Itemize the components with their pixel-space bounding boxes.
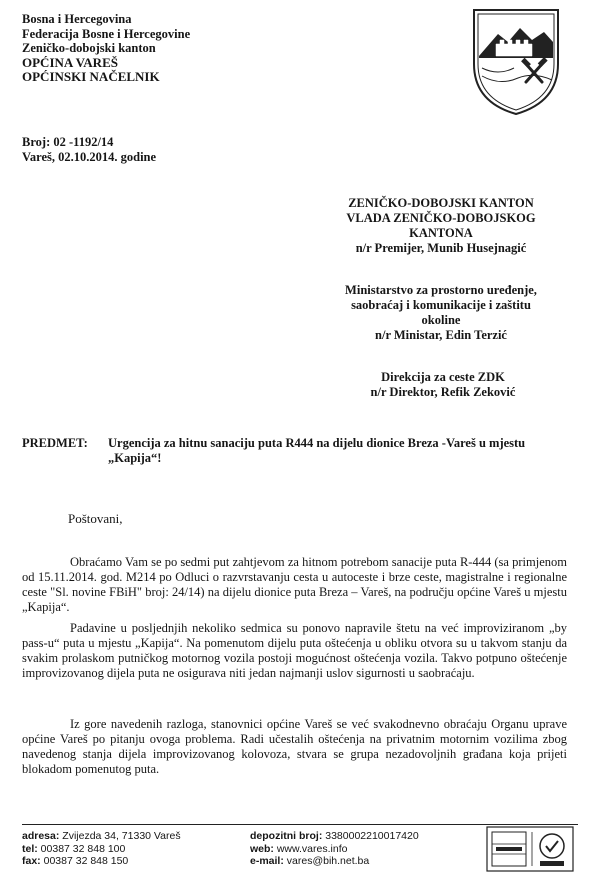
footer-contact: [22, 830, 181, 868]
footer-online: [250, 830, 419, 868]
recipient-line: saobraćaj i komunikacije i zaštitu: [351, 298, 531, 312]
salutation: Poštovani,: [68, 511, 123, 526]
tel-label: tel:: [22, 842, 38, 855]
subject-text: Urgencija za hitnu sanaciju puta R444 na dijelu dionice Breza -Vareš u mjestu „Kapija“!: [108, 436, 526, 465]
footer-divider: [22, 824, 578, 825]
header-office: OPĆINSKI NAČELNIK: [22, 69, 160, 85]
recipient-line: Ministarstvo za prostorno uređenje,: [345, 283, 537, 297]
reference-place-date: Vareš, 02.10.2014. godine: [22, 150, 157, 164]
fax-value: 00387 32 848 150: [43, 855, 129, 867]
body-paragraph-2: Padavine u posljednjih nekoliko sedmica su ponovo napravile štetu na već improviziranom „by pass-u“ puta u mjestu „Kapija“. Na pomenutom dijelu puta oštećenja u obliku otvora su u takvom stanju da svakim prolaskom putničkog motornog vozila postoji mogućnost oštećenja vozila. Takvo potpuno oštećenje improvizovanog dijela puta ne osigurava niti jedan najmanji uslov sigurnosti u saobraćaju.: [22, 621, 567, 680]
fax-label: fax:: [22, 855, 41, 867]
recipient-line: n/r Ministar, Edin Terzić: [375, 328, 507, 342]
address-label: adresa:: [22, 830, 60, 842]
header-municipality: OPĆINA VAREŠ: [22, 54, 118, 70]
subject-label: PREDMET:: [22, 436, 88, 450]
body-paragraph-1: Obraćamo Vam se po sedmi put zahtjevom za hitnom potrebom sanacije puta R-444 (sa primjenom od 15.11.2014. god. M214 po Odluci o razvrstavanju cesta u autoceste i brze ceste, magistralne i regionalne ceste "Sl. novine FBiH" broj: 24/14) na dijelu dionice puta Breza – Vareš, na području općine Vareš u mjestu „Kapija“.: [22, 555, 567, 614]
reference-block: [22, 135, 156, 165]
web-link[interactable]: www.vares.info: [276, 842, 348, 855]
recipient-line: n/r Premijer, Munib Husejnagić: [355, 241, 527, 255]
header-federation: Federacija Bosne i Hercegovine: [22, 26, 191, 41]
recipient-line: n/r Direktor, Refik Zeković: [370, 385, 516, 399]
body-paragraph-3: Iz gore navedenih razloga, stanovnici općine Vareš se već svakodnevno obraćaju Organu uprave općine Vareš po pitanju ovoga problema. Radi učestalih oštećenja na privatnim motornim vozilima zbog navedenog stanja dijela improvizovanog kolovoza, stvara se grupa nezadovoljnih građana koja prijeti blokadom pomenutog puta.: [22, 717, 567, 776]
recipient-line: okoline: [421, 313, 461, 327]
web-label: web:: [250, 842, 274, 855]
header-country: Bosna i Hercegovina: [22, 12, 132, 26]
certificate-icon: [486, 826, 574, 872]
recipient-ministry: [318, 283, 564, 343]
email-link[interactable]: vares@bih.net.ba: [286, 855, 370, 867]
address-value: Zvijezda 34, 71330 Vareš: [62, 830, 181, 842]
reference-number: Broj: 02 -1192/14: [22, 135, 114, 149]
recipient-directorate: [340, 370, 546, 400]
header-canton: Zeničko-dobojski kanton: [22, 41, 156, 56]
recipient-line: ZENIČKO-DOBOJSKI KANTON: [348, 196, 534, 210]
email-label: e-mail:: [250, 855, 284, 867]
recipient-government: [318, 196, 564, 256]
sender-header: [22, 12, 190, 85]
tel-value: 00387 32 848 100: [40, 842, 126, 855]
recipient-line: KANTONA: [409, 226, 473, 240]
deposit-value: 3380002210017420: [325, 830, 419, 842]
recipient-line: VLADA ZENIČKO-DOBOJSKOG: [346, 211, 536, 225]
deposit-label: depozitni broj:: [250, 830, 323, 842]
crest-icon: [468, 6, 564, 118]
recipient-line: Direkcija za ceste ZDK: [381, 370, 505, 384]
